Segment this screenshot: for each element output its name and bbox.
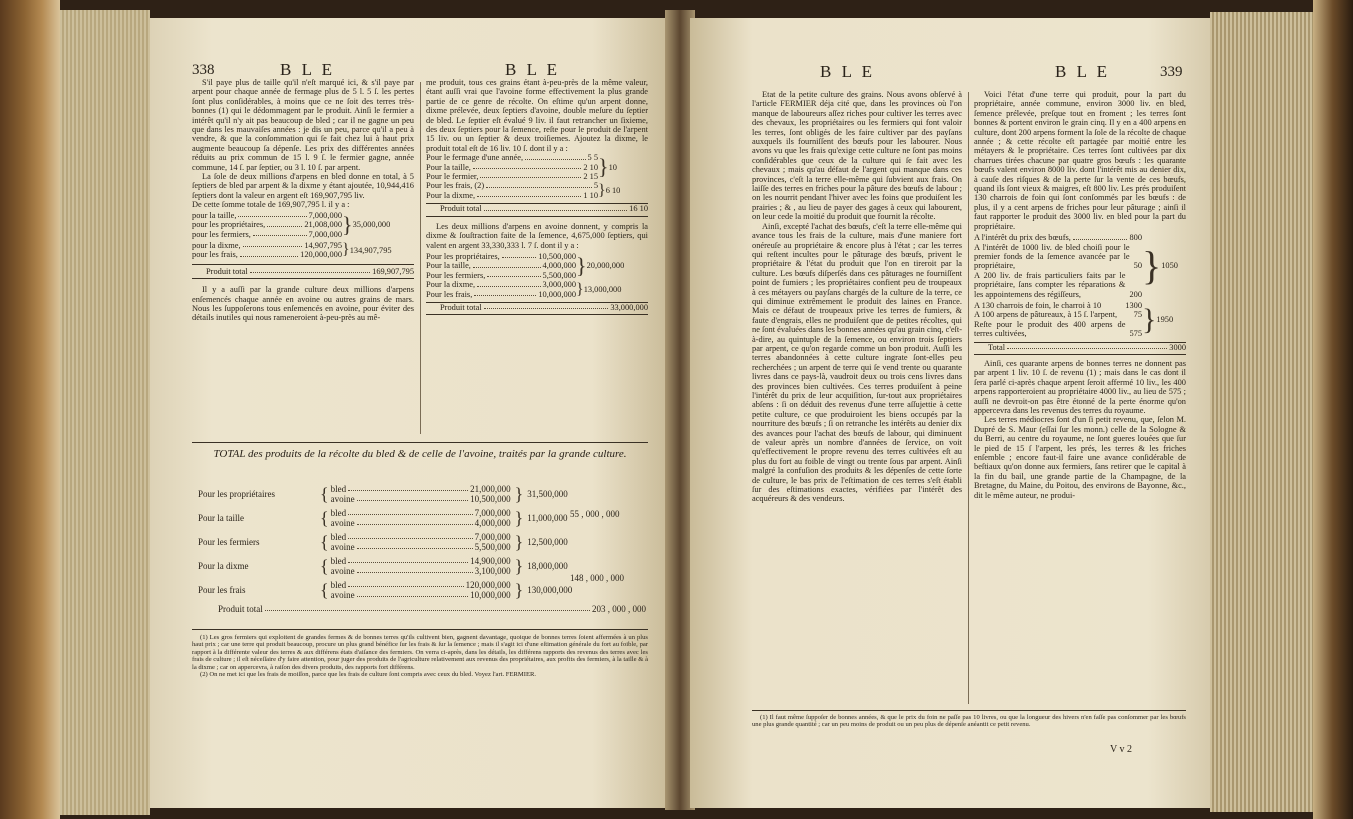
brace: } [576,280,584,298]
left-column-2 [426,78,648,315]
brace: } [342,211,353,237]
summary-row [198,532,646,552]
footnote-rule [192,629,648,630]
total-row: Produit total 33,000,000 [440,302,648,312]
table-row: pour les propriétaires, 21,008,000 [192,220,342,230]
oats-breakdown-a [426,252,648,280]
table-row: Pour la taille, 2 10 [426,162,598,172]
brace: { [320,484,329,504]
group-sum: 1050 [1161,261,1178,271]
brace: } [342,241,350,259]
group-sum: 35,000,000 [352,220,391,230]
breakdown-table-a [192,211,414,239]
summary-table [198,484,646,614]
table-row: A 130 charrois de foin, le charroi à 10 1300 [974,300,1142,310]
acre-breakdown-a [426,153,648,181]
running-head: B L E [280,60,335,79]
grain-value: 120,000,000 [465,580,511,590]
paragraph: S'il paye plus de taille qu'il n'eſt marqué ici, & s'il paye par arpent pour chaque année de fermage plus de 5 l. 5 ſ. les pertes ſont plus conſidérables, à moins que ce ne ſoit des terres très-bonnes (1) qui le dédommagent par le produit. Ainſi le fermier a intérêt qu'il n'y ait pas beaucoup de bled ; car il ne gagne un peu que dans les mauvaiſes années : je dis un peu, parce qu'il a peu à vendre, & que la conſommation qui ſe fait chez lui à haut prix augmente beaucoup ſa dépenſe. Les prix des différentes années réduits au prix commun de 15 l. 9 ſ. le fermier gagne, année commune, 14 ſ. par ſeptier, ou 3 l. 10 ſ. par arpent. [192,78,414,172]
summary-subrow-bled [331,580,511,590]
table-row: A 200 liv. de frais particuliers faits par le propriétaire, ſans compter les réparations & les appointemens des régiſſeurs, 200 [974,270,1142,299]
summary-subrow-avoine [331,590,511,600]
brace: } [514,508,524,528]
footnote: (2) On ne met ici que les frais de moiſſon, parce que les frais de culture ſont compris avec ceux du bled. Voyez l'art. FERMIER. [200,671,537,679]
footnote: (1) Il faut même ſuppoſer de bonnes années, & que le prix du foin ne paſſe pas 10 livres, ou que la longueur des hivers n'en faſſe pas conſommer par les bœufs une plus grande quantité ; car un peu moins de produit ou un peu plus de dépenſe anéantit ce petit revenu. [752,714,1186,729]
group-sum: 1950 [1156,315,1174,325]
paragraph: La ſole de deux millions d'arpens en bled donne en total, à 5 ſeptiers de bled par arpent & la dixme y étant ajoutée, 10,944,416 ſeptiers dont la valeur en argent eſt 169,907,795 liv. [192,172,414,200]
summary-row-sum: 130,000,000 [527,585,573,595]
footnotes [752,714,1186,729]
table-row: A 100 arpens de pâtureaux, à 15 ſ. l'arpent, 75 [974,310,1142,320]
grain-value: 14,900,000 [470,556,511,566]
grain-value: 10,000,000 [470,590,511,600]
paragraph: Les deux millions d'arpens en avoine donnent, y compris la dixme & ſouſtraction faite de la ſemence, 4,675,000 ſeptiers, qui valent en argent 33,330,333 l. 7 ſ. dont il y a : [426,221,648,250]
table-row: Reſte pour le produit des 400 arpens de terres cultivées, 575 [974,319,1142,339]
left-page [150,18,670,808]
grain-label: bled [330,508,347,518]
paragraph: Etat de la petite culture des grains. Nous avons obſervé à l'article FERMIER déja cité que, dans les provinces où l'on manque de laboureurs aſſez riches pour cultiver les terres avec des chevaux, les propriétaires ou les fermiers qui font valoir les terres, ſont obligés de les faire cultiver par des payſans auxquels ils fourniſſent des bœufs pour les labourer. Nous avons vu que les frais qu'exige cette culture ne ſont pas moins conſidérables que ceux de la culture qui ſe fait avec les chevaux ; mais qu'au défaut de l'argent qui manque dans ces provinces, c'eſt la terre elle-même qui ſubvient aux frais. On laiſſe des terres en friches pour la pâture des bœufs de labour ; on les nourrit pendant l'hiver avec les foins que produiſent les prairies ; & , au lieu de payer des gages à ceux qui labourent, on leur cede la moitié du produit que fournit la récolte. [752,90,962,222]
summary-row-label: Pour les frais [198,585,246,595]
signature-mark: V v 2 [1110,744,1133,755]
brace: } [598,154,609,180]
running-head-right-col: B L E [1055,62,1110,81]
grain-value: 7,000,000 [474,508,511,518]
page-edges-left [60,10,150,815]
brace: } [514,556,524,576]
summary-row-sum: 11,000,000 [527,513,568,523]
oats-breakdown-b [426,280,648,299]
column-divider [968,92,969,704]
summary-subrow-bled [331,508,511,518]
summary-subrow-bled [331,556,511,566]
section-rule [192,442,648,443]
right-column-1 [752,90,962,504]
brace: { [320,532,329,552]
summary-row-sum: 18,000,000 [527,561,568,571]
table-row: A l'intérêt de 1000 liv. de bled choiſi pour le premier fonds de la ſemence avancée par le propriétaire, 50 [974,242,1142,271]
left-column-1 [192,78,414,323]
group-sum: 10 [608,162,617,172]
estate-breakdown-b [974,301,1186,339]
table-row: pour les frais, 120,000,000 [192,250,342,260]
column-divider [420,82,421,434]
grain-label: bled [330,484,347,494]
group-sum: 6 10 [605,186,621,196]
summary-subrow-avoine [331,518,511,528]
summary-row [198,484,646,504]
total-row: Total 3000 [988,342,1186,352]
summary-subrow-avoine [331,494,511,504]
grain-label: bled [330,580,347,590]
table-row: A l'intérêt du prix des bœufs, 800 [974,233,1142,243]
summary-row-label: Pour la dixme [198,561,249,571]
page-edges-right [1210,12,1313,812]
page-number: 339 [1160,64,1183,80]
running-head: B L E [820,62,875,81]
brace: } [1142,243,1162,289]
grain-label: bled [330,556,347,566]
brace: } [1142,302,1157,336]
acre-breakdown-b [426,181,648,200]
summary-title: TOTAL des produits de la récolte du bled & de celle de l'avoine, traités par la grande culture. [213,448,627,460]
summary-group-sum-a: 55 , 000 , 000 [570,509,620,519]
grain-label: avoine [330,590,355,600]
summary-subrow-avoine [331,542,511,552]
right-page [690,18,1210,808]
footnote: (1) Les gros fermiers qui exploitent de grandes fermes & de bonnes terres qu'ils cultivent bien, gagnent davantage, quoique de bonnes terres ſoient affermées à un plus haut prix ; car une terre qui produit beaucoup, procure un plus grand bénéfice ſur les frais & ſur la ſemence ; mais il s'agit ici d'une eſtimation générale du fort au foible, par rapport à la différente valeur des terres & aux différens états d'aiſance des fermiers. On verra ci-après, dans les détails, les différens rapports des revenus des terres avec les frais de culture ; il eſt néceſſaire d'y faire attention, pour juger des produits de l'agriculture relativement aux revenus des propriétaires, aux profits des fermiers, à la taille & à la dixme ; car on appercevra, à raiſon des divers produits, des rapports fort différens. [192,634,648,671]
grain-value: 3,100,000 [474,566,511,576]
brace: } [514,580,524,600]
paragraph: me produit, tous ces grains étant à-peu-près de la même valeur, étant auſſi vrai que l'avoine forme effectivement la plus grande partie de ce genre de récolte. On eſtime qu'un arpent donne, dixme prélevée, deux ſeptiers d'avoine, double meſure du ſeptier de bled. Le ſeptier eſt évalué 9 liv. il faut retrancher un ſixieme, des deux ſeptiers pour la ſemence, reſte pour le produit de l'arpent 15 liv. ou un ſeptier & deux troiſiemes. Ajoutez la dixme, le produit total eſt de 16 liv. 10 ſ. dont il y a : [426,78,648,153]
summary-group-sum-b: 148 , 000 , 000 [570,573,624,583]
table-row: Pour le fermier, 2 15 [426,172,598,182]
table-row: Pour la dixme, 1 10 [426,190,598,200]
brace: } [514,484,524,504]
grain-value: 5,500,000 [474,542,511,552]
grain-label: avoine [330,566,355,576]
estate-breakdown-a [974,233,1186,299]
grain-value: 10,500,000 [470,494,511,504]
table-row: Pour les propriétaires, 10,500,000 [426,251,576,261]
running-head-right-col: B L E [505,60,560,79]
summary-row-label: Pour les propriétaires [198,489,275,499]
page-number: 338 [192,62,215,78]
table-row: Pour la taille, 4,000,000 [426,261,576,271]
footnote-rule [752,710,1186,711]
paragraph: Les terres médiocres ſont d'un ſi petit revenu, que, ſelon M. Dupré de S. Maur (eſſai ſur les monn.) celle de la Sologne & du Berri, au centre du royaume, ne ſont gueres louées que ſur le pied de 15 ſ l'arpent, les prés, les terres & les friches enſemble ; encore faut-il faire une avance conſidérable de beſtiaux qu'on donne aux fermiers, ſans retirer que le capital à la fin du bail, une grande partie de la Champagne, de la Bretagne, du Maine, du Poitou, des environs de Bayonne, &c., dit le même auteur, ne produi- [974,415,1186,500]
book-binding-left [0,0,60,819]
book-binding-right [1313,0,1353,819]
total-row: Produit total 16 10 [440,204,648,214]
table-row: pour les fermiers, 7,000,000 [192,229,342,239]
paragraph: Ainſi, ces quarante arpens de bonnes terres ne donnent pas par arpent 1 liv. 10 ſ. de revenu (1) ; mais dans le cas dont il ſera parlé ci-après chaque arpent ſeroit affermé 10 liv., les 400 arpens rapporteroient au propriétaire 4000 liv., au lieu de 575 ; auſſi ne devroit-on pas être étonné de la perte énorme qu'on appercevra dans les revenus des terres du royaume. [974,358,1186,415]
summary-subrow-avoine [331,566,511,576]
paragraph: Il y a auſſi par la grande culture deux millions d'arpens enſemencés chaque année en avoine ou autres grains de mars. Nous les ſuppoſerons tous enſemencés en avoine, pour éviter des détails inutiles qui nous rameneroient à-peu-près au mê- [192,285,414,323]
group-sum: 20,000,000 [586,261,625,271]
brace: } [514,532,524,552]
table-row: Pour le fermage d'une année, 5 5 [426,153,598,163]
table-row: Pour la dixme, 3,000,000 [426,280,576,290]
brace: { [320,580,329,600]
summary-row-sum: 12,500,000 [527,537,568,547]
table-row: Pour les frais, (2) 5 [426,181,598,191]
brace: { [320,508,329,528]
brace: { [320,556,329,576]
breakdown-table-b [192,241,414,260]
table-row: pour la taille, 7,000,000 [192,210,342,220]
table-row: Pour les fermiers, 5,500,000 [426,270,576,280]
summary-row-sum: 31,500,000 [527,489,568,499]
paragraph: Voici l'état d'une terre qui produit, pour la part du propriétaire, année commune, environ 3000 liv. en bled, ſemence prélevée, preſque tout en froment ; les terres ſont bonnes & portent environ le grain cinq. Il y en a 400 arpens en culture, dont 200 arpens forment la ſole de la récolte de chaque année ; & cette récolte eſt partagée par moitié entre les métayers & le propriétaire. Ces terres ſont cultivées par dix charrues tirées chacune par quatre gros bœufs : les quarante bœufs valent environ 8000 liv. dont l'intérêt mis au denier dix, à cauſe des riſques & de la perte ſur la vente de ces bœufs, quand ils ſont vieux & maigres, eſt 800 liv. Les prés produiſent 130 charrois de foin qui ſont conſommés par les bœufs : de plus, il y a cent arpens de friches pour leur pâturage ; ainſi il faut rapporter le produit des 3000 liv. en bled pour la part du propriétaire. [974,90,1186,231]
footnotes [192,634,648,678]
grain-label: avoine [330,542,355,552]
group-sum: 134,907,795 [349,245,392,255]
brace: } [576,253,587,279]
brace: } [598,181,606,199]
summary-subrow-bled [331,532,511,542]
grain-label: avoine [330,518,355,528]
group-sum: 13,000,000 [583,284,622,294]
summary-row-label: Pour la taille [198,513,244,523]
table-row: pour la dixme, 14,907,795 [192,240,342,250]
grain-label: avoine [330,494,355,504]
summary-row-label: Pour les fermiers [198,537,260,547]
table-row: Pour les frais, 10,000,000 [426,289,576,299]
grain-value: 4,000,000 [474,518,511,528]
paragraph: Ainſi, excepté l'achat des bœufs, c'eſt la terre elle-même qui avance tous les frais de la culture, mais d'une maniere fort onéreuſe au propriétaire & encore plus à l'état ; car les terres qui reſtent incultes pour le pâturage des bœufs, privent le propriétaire & l'état du produit que l'on en tireroit par la culture. Les bœufs diſperſés dans ces pâturages ne fourniſſent point de fumiers ; les propriétaires confient peu de troupeaux à ces métayers ou payſans chargés de la culture de la terre, ce qui diminue extrêmement le produit des laines en France. Mais ce défaut de troupeaux prive les terres de fumiers, & faute d'engrais, elles ne produiſent que de petites récoltes, qui ne ſont évaluées dans les bonnes années qu'au grain cinq, c'eſt-à-dire, au quintuple de la ſemence, ou environ trois ſeptiers par arpent, ce qu'on regarde comme un bon produit. Auſſi les terres abandonnées à cette culture ingrate ſont-elles peu recherchées ; un arpent de terre qui ſe vend trente ou quarante livres dans ce pays-là, vaudroit deux ou trois cens livres dans des provinces bien cultivées. Ces terres produiſent à peine l'intérêt du prix de leur acquiſition, ſur-tout aux propriétaires abſens : ſi on déduit des revenus d'une terre aſſujettie à cette petite culture, ce que produiroient les biens occupés par la nourriture des bœufs ; ſi on retranche les intérêts au denier dix des avances pour l'achat des bœufs de labour, qui diminuent de valeur après un nombre d'années de ſervice, on voit qu'effectivement le propre revenu des terres cultivées eſt au plus du fort au foible de vingt ou trente ſous par arpent. Ainſi malgré la confuſion des produits & les dépenſes de cette ſorte de culture, le bas prix de l'eſtimation de ces terres s'eſt établi ſur des eſtimations exactes, vérifiées par l'intérêt des acquéreurs & des vendeurs. [752,221,962,504]
summary-total-row: Produit total 203 , 000 , 000 [218,604,646,614]
grain-value: 21,000,000 [470,484,511,494]
total-row: Produit total 169,907,795 [206,266,414,276]
grain-value: 7,000,000 [474,532,511,542]
right-column-2 [974,90,1186,500]
grain-label: bled [330,532,347,542]
summary-subrow-bled [331,484,511,494]
paragraph: De cette ſomme totale de 169,907,795 l. il y a : [192,200,350,210]
